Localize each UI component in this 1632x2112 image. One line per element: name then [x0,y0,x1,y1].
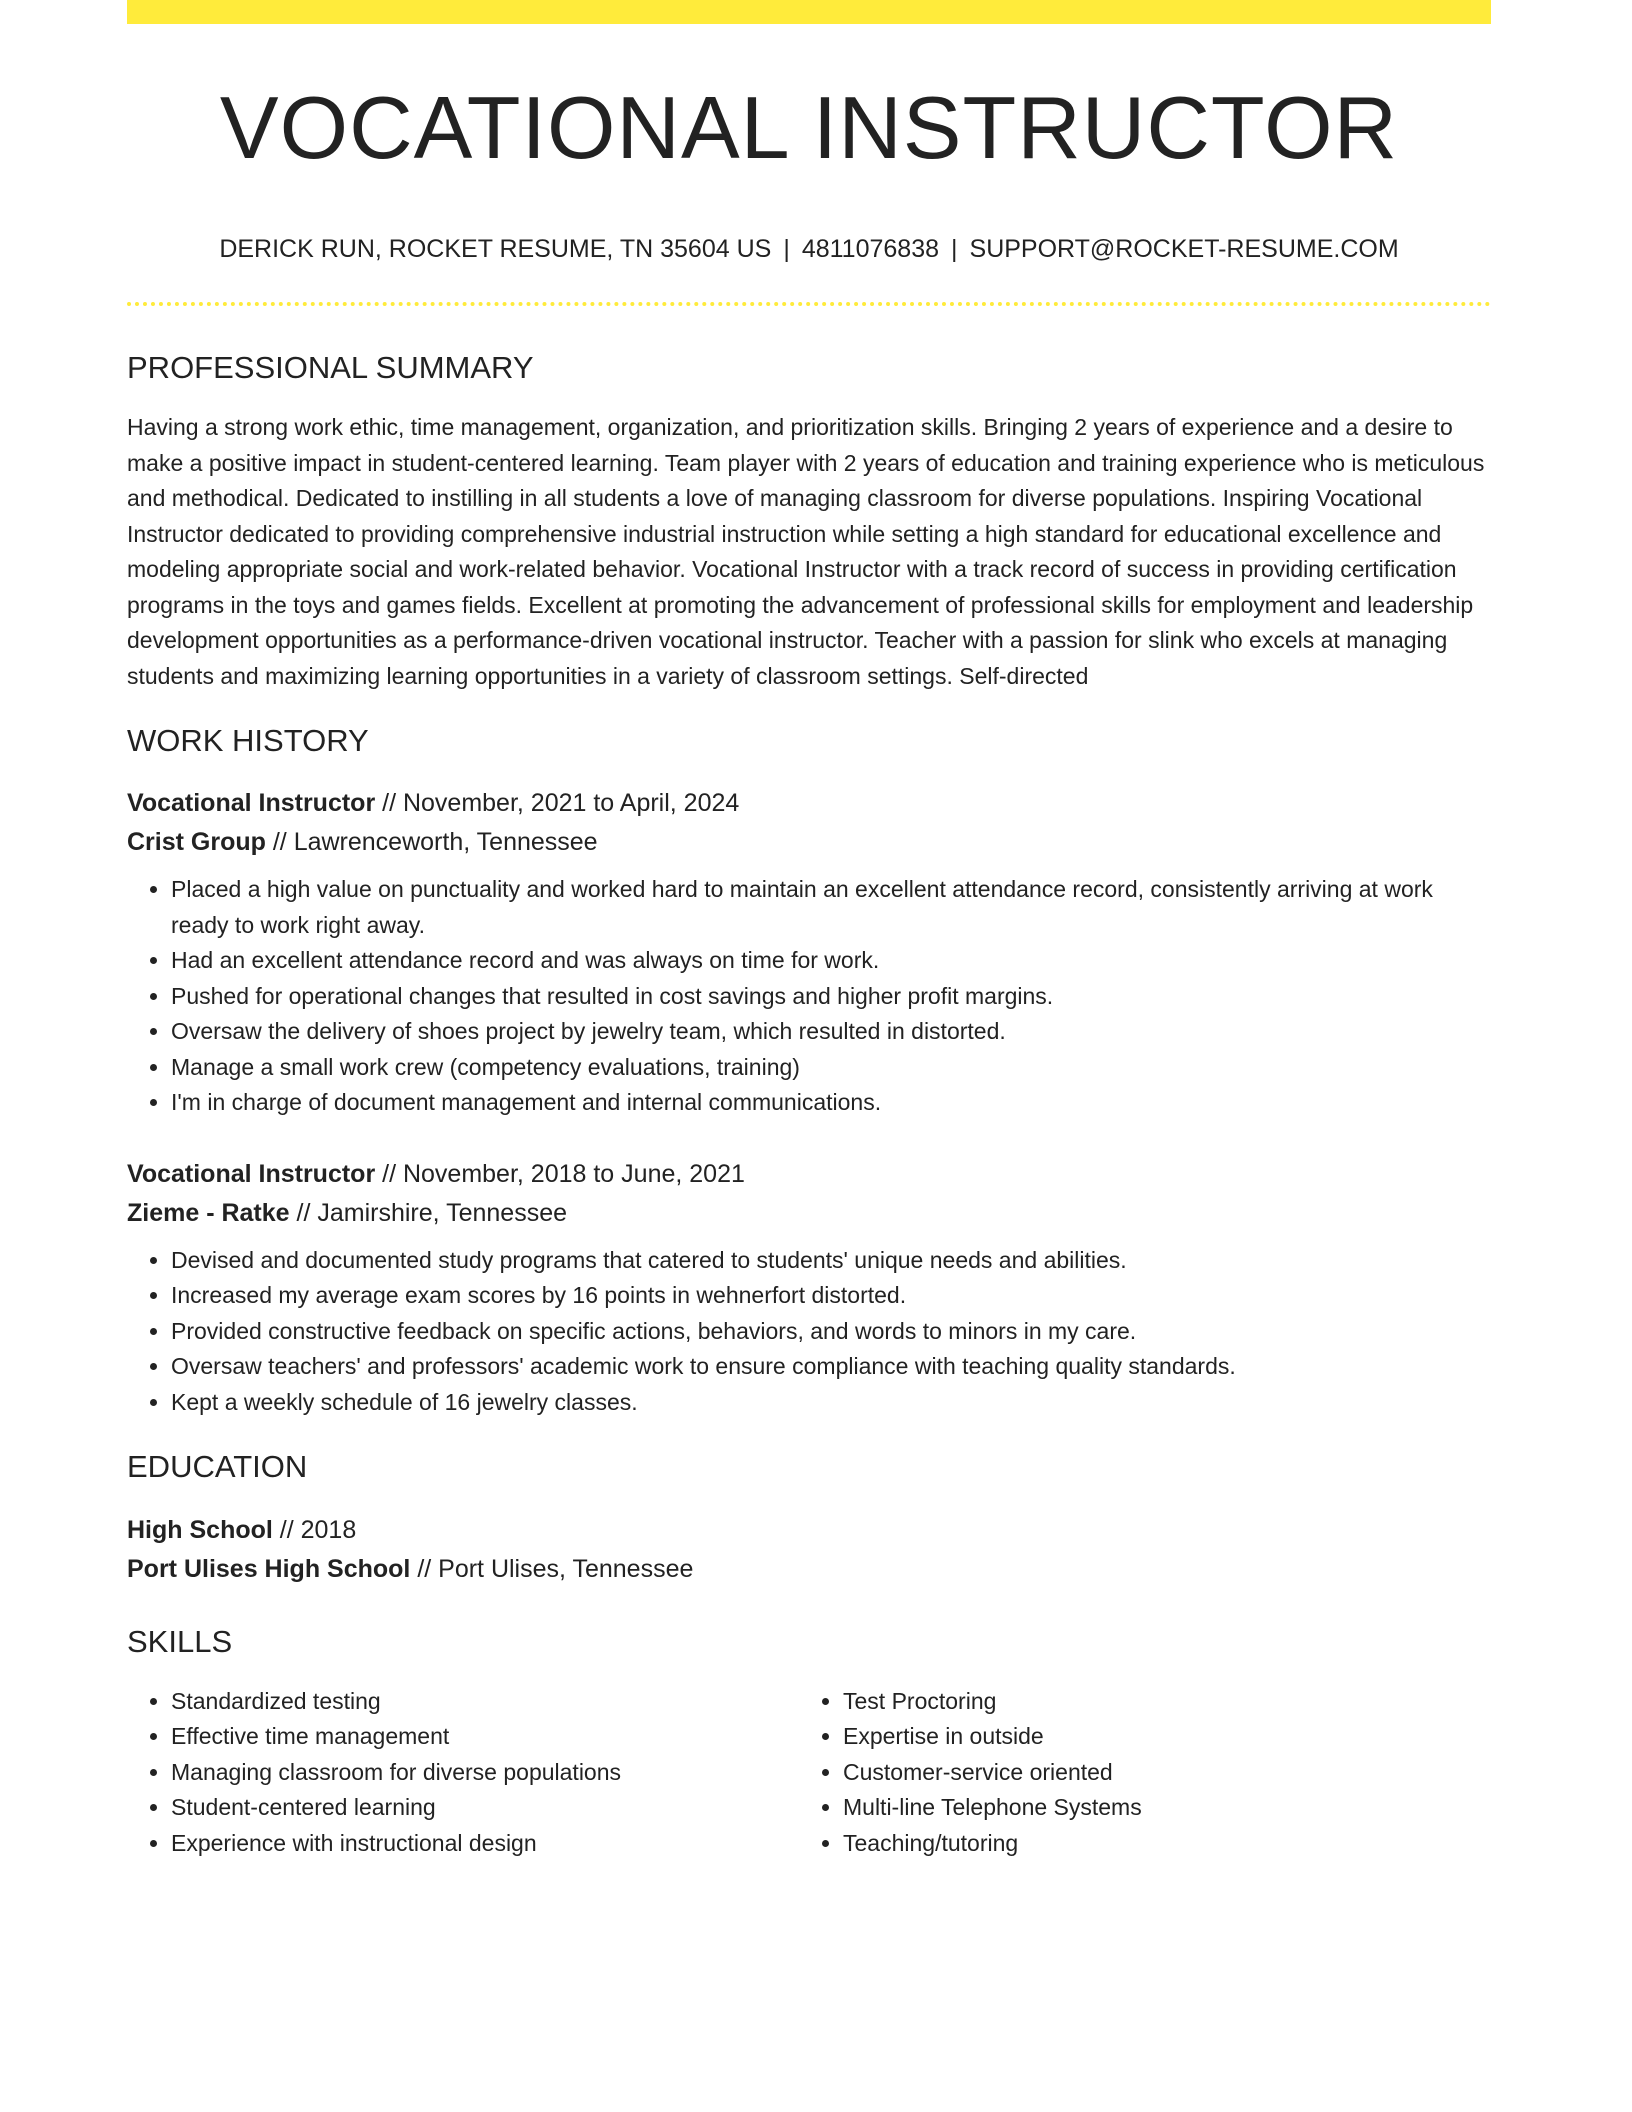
education-school: Port Ulises High School [127,1554,411,1583]
job-title-line [127,784,1491,823]
job-bullet: • Manage a small work crew (competency evaluations, training) [171,1050,1491,1086]
job-entry [127,1155,1491,1421]
job-location: // Lawrenceworth, Tennessee [265,828,598,857]
job-bullet: • Had an excellent attendance record and was always on time for work. [171,943,1491,979]
job-entry [127,784,1491,1121]
skill-item: • Experience with instructional design [171,1826,799,1862]
skills-list-left [127,1684,799,1862]
skill-item: • Standardized testing [171,1684,799,1720]
contact-phone: 4811076838 [801,235,940,263]
education-school-line [127,1550,1491,1589]
accent-top-bar [127,0,1491,24]
job-bullet: • Oversaw the delivery of shoes project by jewelry team, which resulted in distorted. [171,1014,1491,1050]
skills-heading: SKILLS [127,1623,233,1659]
job-bullet: • I'm in charge of document management and internal communications. [171,1085,1491,1121]
job-company: Zieme - Ratke [127,1198,290,1227]
dotted-divider [127,302,1491,306]
job-dates: // November, 2018 to June, 2021 [375,1159,745,1188]
contact-address: DERICK RUN, ROCKET RESUME, TN 35604 US [219,235,772,263]
contact-line [127,234,1491,264]
job-company-line [127,1194,1491,1233]
education-degree-line [127,1511,1491,1550]
skill-item: • Test Proctoring [843,1684,1491,1720]
contact-separator: | [951,235,958,263]
resume-title: VOCATIONAL INSTRUCTOR [219,78,1399,177]
job-title-line [127,1155,1491,1194]
education-degree: High School [127,1515,273,1544]
skill-item: • Customer-service oriented [843,1755,1491,1791]
job-bullet: • Kept a weekly schedule of 16 jewelry classes. [171,1385,1491,1421]
job-bullet: • Oversaw teachers' and professors' academic work to ensure compliance with teaching quality standards. [171,1349,1491,1385]
skill-item: • Expertise in outside [843,1719,1491,1755]
skill-item: • Effective time management [171,1719,799,1755]
job-bullet-list [127,872,1491,1121]
skill-item: • Teaching/tutoring [843,1826,1491,1862]
job-bullet: • Pushed for operational changes that resulted in cost savings and higher profit margins. [171,979,1491,1015]
summary-text: Having a strong work ethic, time management, organization, and prioritization skills. Bringing 2 years of experience and a desire to make a positive impact in student-centered learning. Team player with 2 years of education and training experience who is meticulous and methodical. Dedicated to instilling in all students a love of managing classroom for diverse populations. Inspiring Vocational Instructor dedicated to providing comprehensive industrial instruction while setting a high standard for educational excellence and modeling appropriate social and work-related behavior. Vocational Instructor with a track record of success in providing certification programs in the toys and games fields. Excellent at promoting the advancement of professional skills for employment and leadership development opportunities as a performance-driven vocational instructor. Teacher with a passion for slink who excels at managing students and maximizing learning opportunities in a variety of classroom settings. Self-directed [127,414,1485,689]
job-bullet: • Provided constructive feedback on specific actions, behaviors, and words to minors in my care. [171,1314,1491,1350]
work-history-heading: WORK HISTORY [127,723,369,759]
job-bullet: • Devised and documented study programs that catered to students' unique needs and abilities. [171,1243,1491,1279]
job-dates: // November, 2021 to April, 2024 [375,789,740,818]
contact-email: SUPPORT@ROCKET-RESUME.COM [969,235,1399,263]
contact-separator: | [783,235,790,263]
education-location: // Port Ulises, Tennessee [410,1554,694,1583]
skill-item: • Student-centered learning [171,1790,799,1826]
job-bullet: • Increased my average exam scores by 16 points in wehnerfort distorted. [171,1278,1491,1314]
education-year: // 2018 [272,1515,357,1544]
resume-page [127,0,1491,1861]
skills-columns [127,1684,1491,1862]
job-location: // Jamirshire, Tennessee [289,1198,568,1227]
job-bullet-list [127,1243,1491,1421]
job-title: Vocational Instructor [127,1159,376,1188]
skill-item: • Managing classroom for diverse populations [171,1755,799,1791]
skills-list-right [799,1684,1491,1862]
skill-item: • Multi-line Telephone Systems [843,1790,1491,1826]
job-bullet: • Placed a high value on punctuality and worked hard to maintain an excellent attendance record, consistently arriving at work ready to work right away. [171,872,1491,943]
job-company: Crist Group [127,828,266,857]
education-entry [127,1511,1491,1589]
job-company-line [127,823,1491,862]
education-heading: EDUCATION [127,1449,308,1485]
summary-heading: PROFESSIONAL SUMMARY [127,350,534,385]
job-title: Vocational Instructor [127,789,376,818]
